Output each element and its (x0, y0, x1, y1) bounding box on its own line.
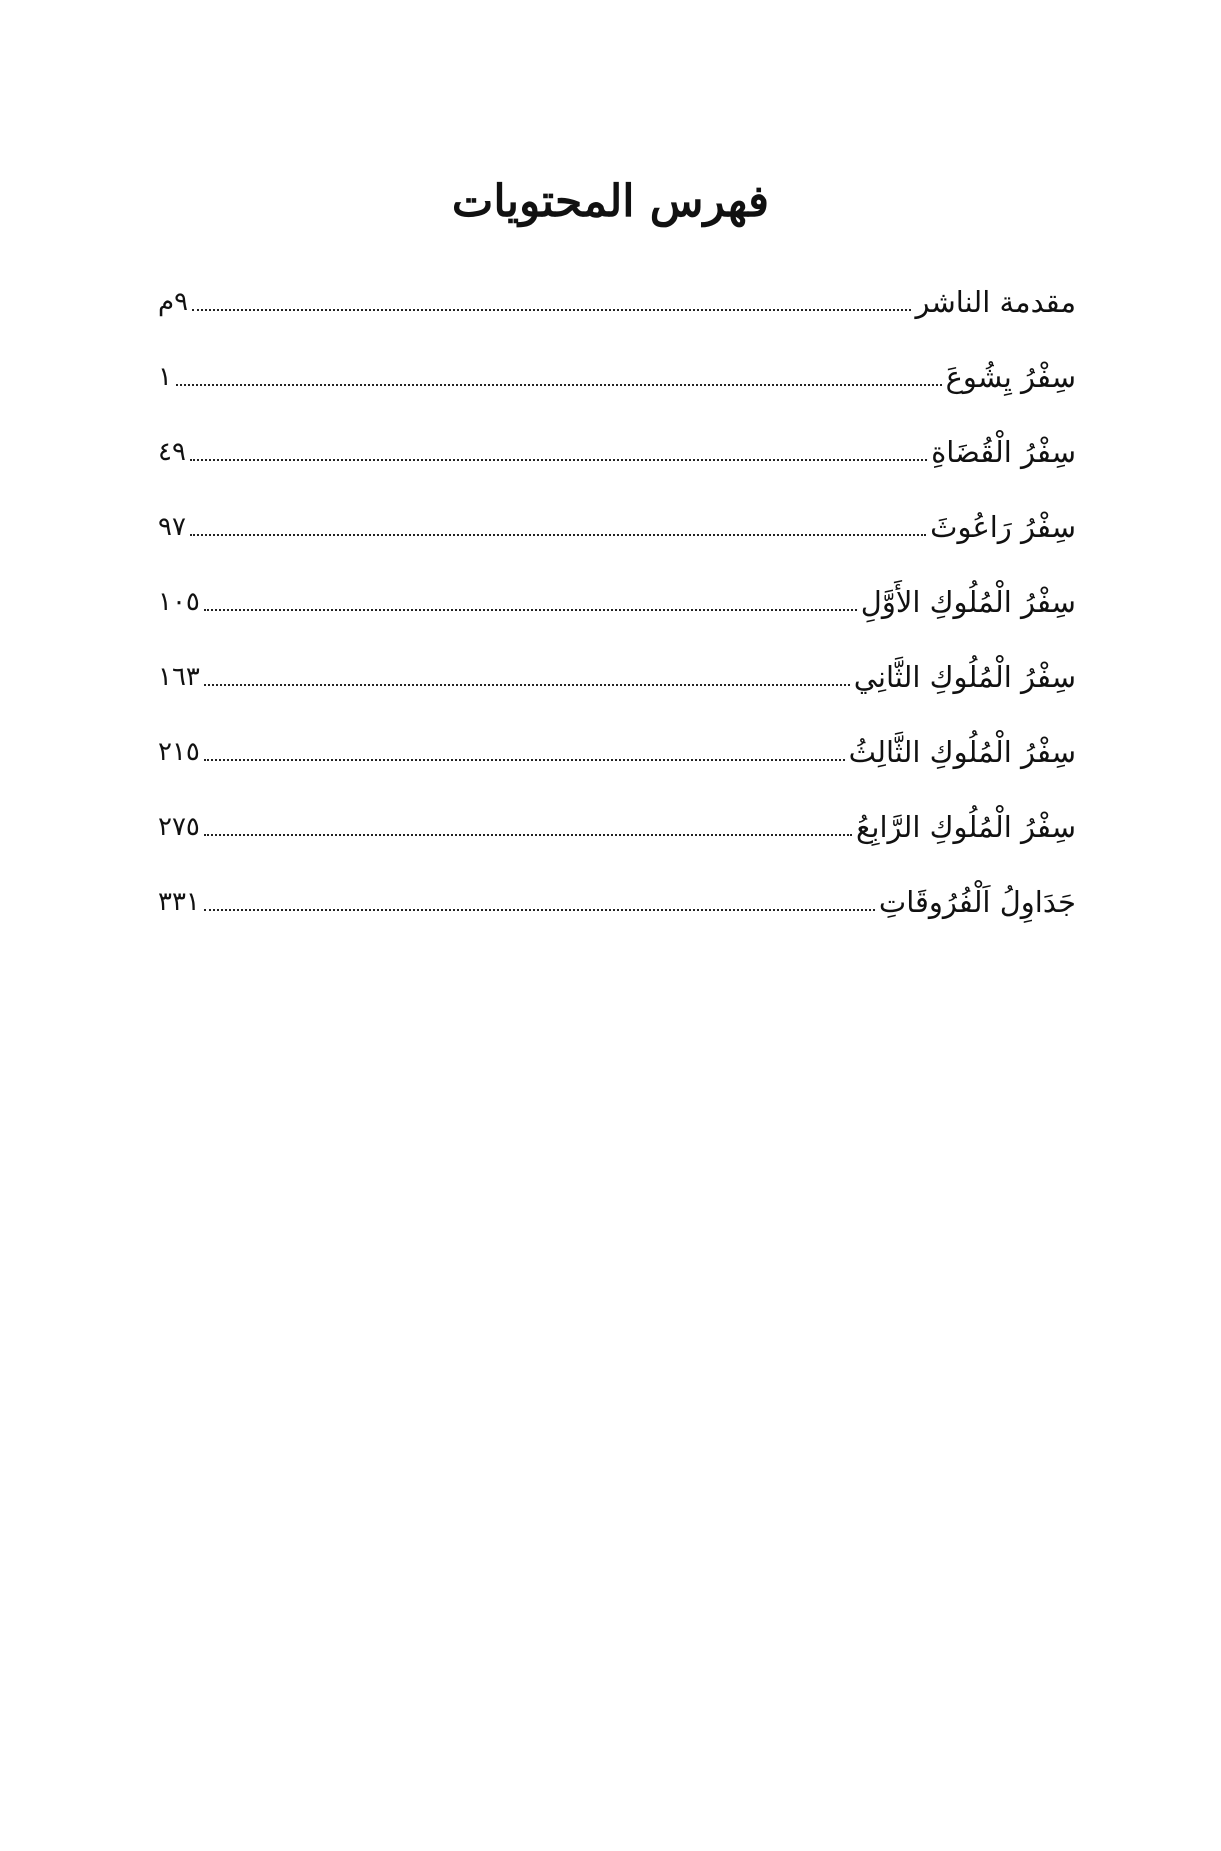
toc-entry-page-number: ٤٩ (158, 437, 186, 467)
toc-entry-page-number: ٢٧٥ (158, 812, 200, 842)
dotted-leader (190, 534, 926, 536)
toc-entry-title: سِفْرُ الْمُلُوكِ الثَّالِثُ (848, 735, 1076, 769)
toc-entry-title: سِفْرُ الْمُلُوكِ الرَّابِعُ (855, 810, 1076, 844)
toc-entry-title: سِفْرُ الْقُضَاةِ (931, 435, 1076, 469)
toc-entry-judges[interactable] (158, 405, 1076, 480)
toc-entry-first-kings[interactable] (158, 555, 1076, 630)
toc-entry-page-number: ٢١٥ (158, 737, 200, 767)
toc-entry-publisher-intro[interactable] (158, 255, 1076, 330)
toc-entry-page-number: ١٠٥ (158, 587, 200, 617)
toc-entry-title: سِفْرُ الْمُلُوكِ الثَّانِي (853, 660, 1076, 694)
toc-entry-third-kings[interactable] (158, 705, 1076, 780)
toc-entry-page-number: ١ (158, 362, 172, 392)
toc-entry-page-number: ٣٣١ (158, 887, 200, 917)
dotted-leader (204, 834, 852, 836)
toc-entry-page-number: ١٦٣ (158, 662, 200, 692)
toc-entry-title: جَدَاوِلُ اَلْفُرُوقَاتِ (878, 885, 1076, 919)
toc-entry-fourth-kings[interactable] (158, 780, 1076, 855)
toc-entry-title: سِفْرُ يِشُوعَ (945, 360, 1076, 394)
toc-entry-difference-tables[interactable] (158, 855, 1076, 930)
dotted-leader (192, 309, 911, 311)
dotted-leader (204, 684, 850, 686)
dotted-leader (190, 459, 927, 461)
dotted-leader (204, 759, 845, 761)
toc-entry-page-number: ٩م (158, 287, 189, 317)
toc-entry-title: سِفْرُ الْمُلُوكِ الأَوَّلِ (860, 585, 1076, 619)
toc-entry-ruth[interactable] (158, 480, 1076, 555)
dotted-leader (204, 609, 857, 611)
toc-entry-joshua[interactable] (158, 330, 1076, 405)
dotted-leader (176, 384, 942, 386)
table-of-contents (158, 255, 1076, 930)
toc-entry-title: مقدمة الناشر (915, 285, 1076, 319)
toc-entry-second-kings[interactable] (158, 630, 1076, 705)
page-title: فهرس المحتويات (451, 176, 770, 227)
toc-entry-page-number: ٩٧ (158, 512, 186, 542)
toc-entry-title: سِفْرُ رَاعُوثَ (930, 510, 1076, 544)
dotted-leader (204, 909, 875, 911)
